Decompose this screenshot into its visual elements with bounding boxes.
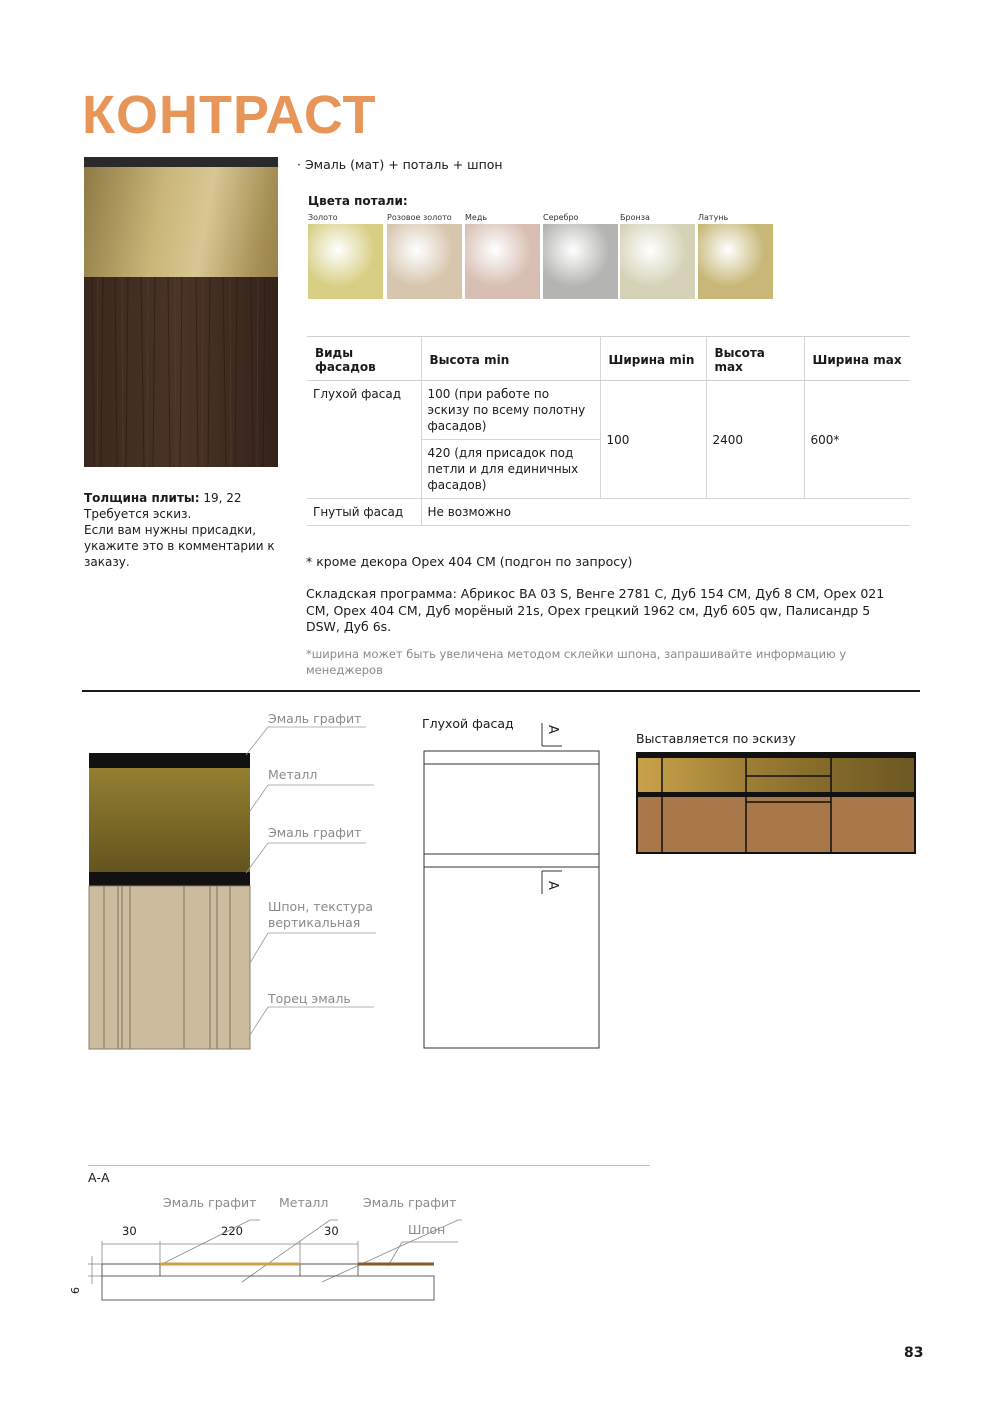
cell-not-possible: Не возможно [421,499,910,526]
section-mark-top: A [544,725,560,734]
section-divider-2 [88,1165,650,1166]
th-hmin: Высота min [421,337,600,381]
section-title: А-А [88,1170,110,1185]
label-edge-enamel: Торец эмаль [268,991,351,1006]
section-label-enamel-1: Эмаль графит [163,1195,257,1210]
label-enamel-graphite-1: Эмаль графит [268,711,362,726]
finish-description: · Эмаль (мат) + поталь + шпон [297,157,503,172]
swatch-label: Латунь [698,213,729,222]
cell-wmin: 100 [600,381,706,499]
swatch-3 [543,224,618,299]
dim-6: 6 [69,1287,82,1294]
th-hmax: Высота max [706,337,804,381]
cell-wmax: 600* [804,381,910,499]
cell-hmax: 2400 [706,381,804,499]
label-veneer: Шпон, текстура [268,899,373,914]
decor-note: * кроме декора Орех 404 СМ (подгон по запросу) [306,554,633,569]
swatch-label: Серебро [543,213,579,222]
swatch-label: Медь [465,213,488,222]
dim-220: 220 [221,1224,243,1238]
cell-type-2: Гнутый фасад [307,499,421,526]
blind-facade-label: Глухой фасад [422,716,514,731]
colors-label: Цвета потали: [308,194,408,208]
section-mark-bottom: A [544,881,560,890]
cell-hmin-2: 420 (для присадок под петли и для единичных фасадов) [421,440,600,499]
thickness-info [84,490,284,570]
facade-drawing [420,720,610,1052]
label-metal: Металл [268,767,318,782]
swatch-1 [387,224,462,299]
section-divider [82,690,920,692]
th-wmin: Ширина min [600,337,706,381]
thickness-value: 19, 22 [199,491,242,505]
section-label-veneer: Шпон [408,1222,446,1237]
dim-30-right: 30 [324,1224,339,1238]
swatch-2 [465,224,540,299]
label-veneer-vertical: вертикальная [268,915,361,930]
swatch-0 [308,224,383,299]
swatch-4 [620,224,695,299]
swatch-label: Бронза [620,213,650,222]
page-number: 83 [904,1345,924,1361]
thickness-label: Толщина плиты: [84,491,200,505]
sketch-required: Требуется эскиз. [84,507,192,521]
sketch-drawing [634,750,918,856]
page-title: КОНТРАСТ [82,85,377,145]
section-label-metal: Металл [279,1195,329,1210]
sketch-label: Выставляется по эскизу [636,731,796,746]
swatch-label: Золото [308,213,338,222]
label-enamel-graphite-2: Эмаль графит [268,825,362,840]
table-row [307,499,910,526]
fittings-note: Если вам нужны присадки, укажите это в комментарии к заказу. [84,523,275,569]
th-type: Виды фасадов [307,337,421,381]
swatch-label: Розовое золото [387,213,452,222]
dim-30-left: 30 [122,1224,137,1238]
stock-program: Складская программа: Абрикос ВА 03 S, Венге 2781 С, Дуб 154 СМ, Дуб 8 СМ, Орех 021 СМ, Орех 404 СМ, Дуб морёный 21s, Орех грецкий 1962 см, Дуб 605 qw, Палисандр 5 DSW, Дуб 6s. [306,586,885,634]
specs-table [307,336,910,526]
th-wmax: Ширина max [804,337,910,381]
cell-hmin-1: 100 (при работе по эскизу по всему полотну фасадов) [421,381,600,440]
width-note: *ширина может быть увеличена методом склейки шпона, запрашивайте информацию у менеджеров [306,647,847,677]
table-row [307,381,910,440]
section-label-enamel-2: Эмаль графит [363,1195,457,1210]
wood-veneer-image [84,277,278,467]
table-header-row [307,337,910,381]
swatch-5 [698,224,773,299]
section-drawing [80,1210,470,1310]
cell-type: Глухой фасад [307,381,421,499]
